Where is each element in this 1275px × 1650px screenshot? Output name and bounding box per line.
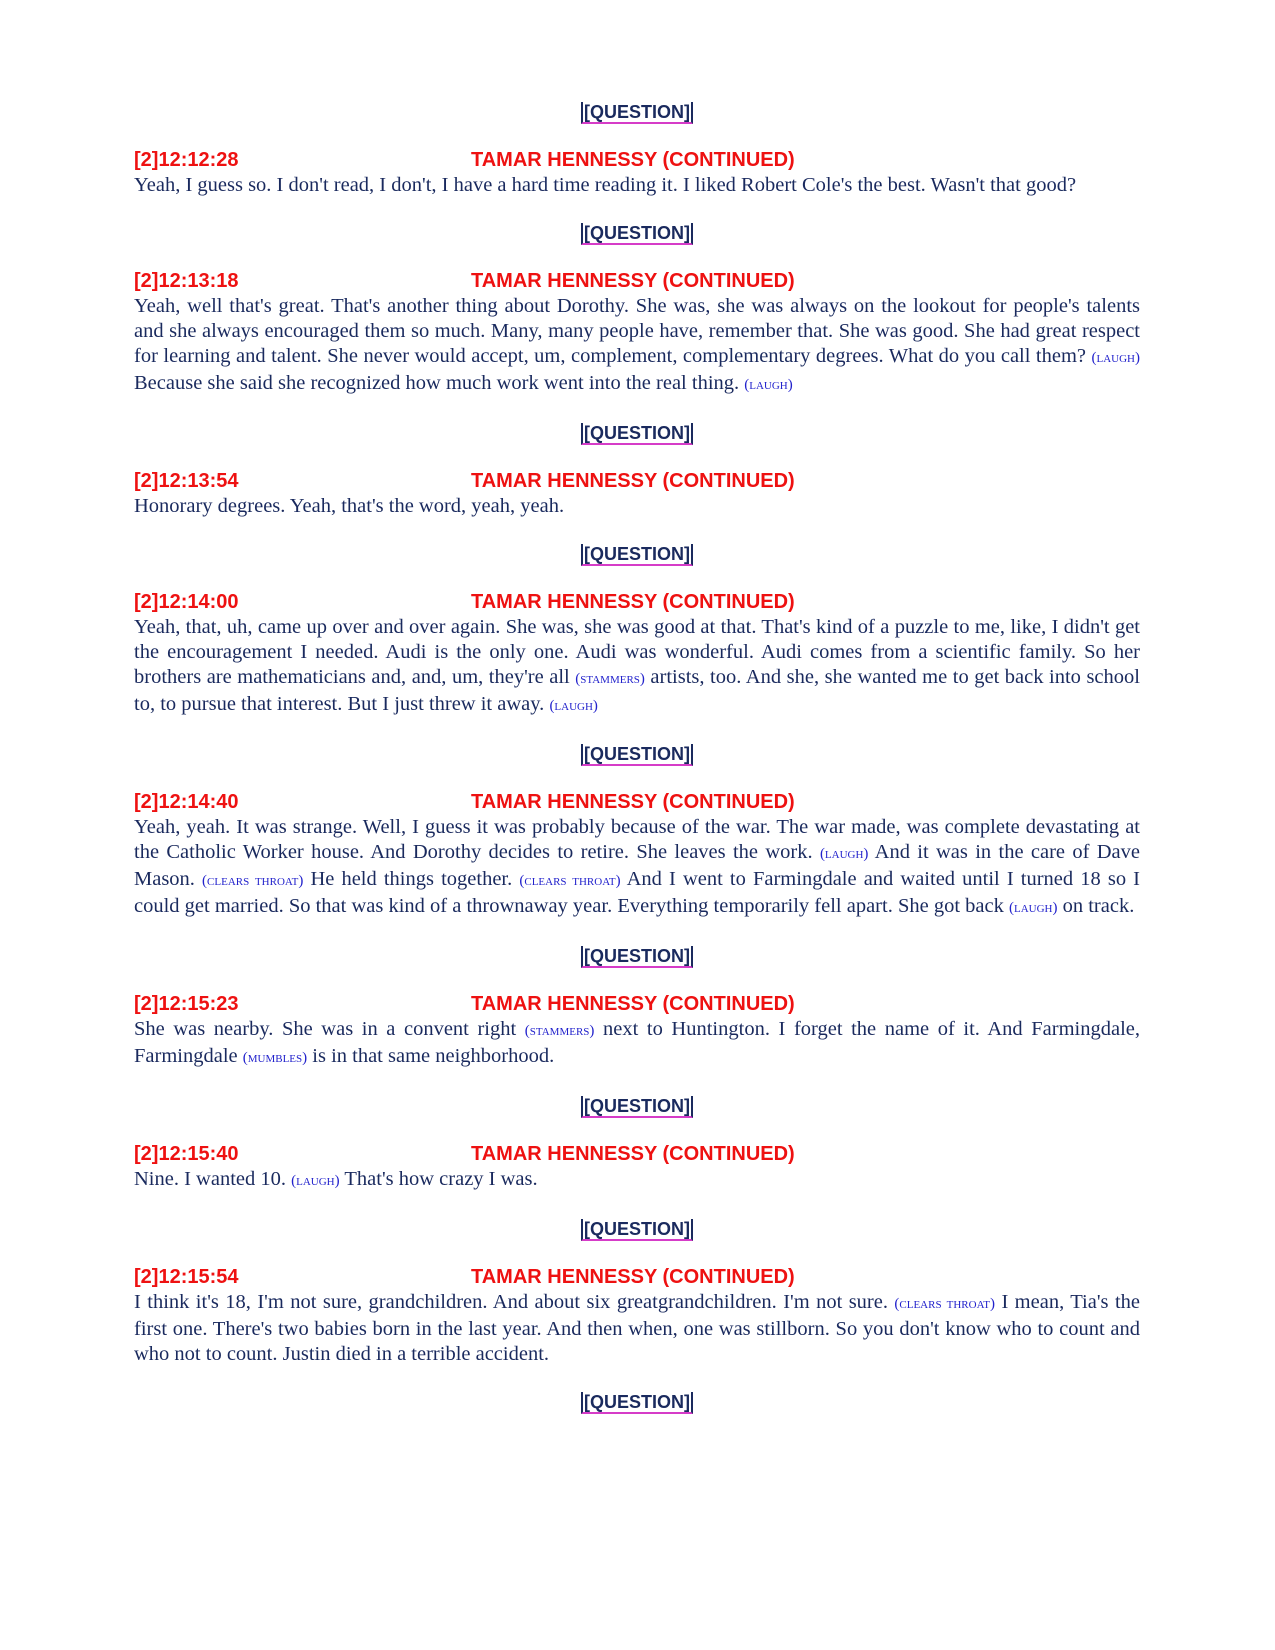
question-label: [QUESTION] bbox=[581, 423, 693, 445]
question-marker bbox=[134, 1217, 1140, 1241]
speaker-name: TAMAR HENNESSY (CONTINUED) bbox=[471, 470, 795, 492]
question-marker bbox=[134, 944, 1140, 968]
timestamp: [2]12:15:54 bbox=[134, 1266, 239, 1288]
stage-direction: (clears throat) bbox=[894, 1296, 996, 1312]
stage-direction: (mumbles) bbox=[242, 1050, 308, 1066]
question-label: [QUESTION] bbox=[581, 744, 693, 766]
stage-direction: (laugh) bbox=[744, 377, 793, 393]
question-marker bbox=[134, 542, 1140, 566]
question-marker bbox=[134, 221, 1140, 245]
speaker-name: TAMAR HENNESSY (CONTINUED) bbox=[471, 993, 795, 1015]
transcript-entry bbox=[134, 468, 1140, 519]
speaker-name: TAMAR HENNESSY (CONTINUED) bbox=[471, 591, 795, 613]
timestamp: [2]12:13:54 bbox=[134, 470, 239, 492]
entry-header bbox=[134, 789, 1140, 815]
transcript-entry bbox=[134, 1141, 1140, 1194]
transcript-entry bbox=[134, 589, 1140, 719]
transcript-text: Yeah, I guess so. I don't read, I don't, I have a hard time reading it. I liked Robert Cole's the best. Wasn't that good? bbox=[134, 174, 1077, 196]
stage-direction: (stammers) bbox=[524, 1023, 595, 1039]
question-marker bbox=[134, 100, 1140, 124]
question-marker bbox=[134, 1390, 1140, 1414]
speaker-name: TAMAR HENNESSY (CONTINUED) bbox=[471, 1266, 795, 1288]
timestamp: [2]12:15:23 bbox=[134, 993, 239, 1015]
stage-direction: (clears throat) bbox=[202, 873, 304, 889]
stage-direction: (laugh) bbox=[549, 698, 598, 714]
stage-direction: (laugh) bbox=[291, 1173, 340, 1189]
timestamp: [2]12:14:00 bbox=[134, 591, 239, 613]
stage-direction: (laugh) bbox=[819, 846, 869, 862]
timestamp: [2]12:13:18 bbox=[134, 270, 239, 292]
transcript-text: Honorary degrees. Yeah, that's the word, yeah, yeah. bbox=[134, 495, 565, 517]
question-marker bbox=[134, 742, 1140, 766]
question-marker bbox=[134, 1094, 1140, 1118]
stage-direction: (laugh) bbox=[1008, 900, 1058, 916]
question-label: [QUESTION] bbox=[581, 1392, 693, 1414]
transcript-entry bbox=[134, 268, 1140, 398]
stage-direction: (laugh) bbox=[1091, 350, 1140, 366]
question-marker bbox=[134, 421, 1140, 445]
entry-header bbox=[134, 468, 1140, 494]
question-label: [QUESTION] bbox=[581, 946, 693, 968]
transcript-text: I think it's 18, I'm not sure, grandchildren. And about six greatgrandchildren. I'm not sure. (clears throat) I mean, Tia's the first one. There's two babies born in the last year. And then when, one was stillborn. So you don't know who to count and who not to count. Justin died in a terrible accident. bbox=[134, 1291, 1140, 1365]
timestamp: [2]12:12:28 bbox=[134, 149, 239, 171]
entry-header bbox=[134, 1264, 1140, 1290]
transcript-entry bbox=[134, 1264, 1140, 1367]
transcript-text: Yeah, well that's great. That's another thing about Dorothy. She was, she was always on the lookout for people's talents and she always encouraged them so much. Many, many people have, remember that. She was good. She had great respect for learning and talent. She never would accept, um, complement, complementary degrees. What do you call them? (laugh) Because she said she recognized how much work went into the real thing. (laugh) bbox=[134, 295, 1140, 394]
transcript-text: Yeah, yeah. It was strange. Well, I guess it was probably because of the war. The war made, was complete devastating at the Catholic Worker house. And Dorothy decides to retire. She leaves the work. (laugh) And it was in the care of Dave Mason. (clears throat) He held things together. (clears throat) And I went to Farmingdale and waited until I turned 18 so I could get married. So that was kind of a thrownaway year. Everything temporarily fell apart. She got back (laugh) on track. bbox=[134, 816, 1141, 917]
timestamp: [2]12:15:40 bbox=[134, 1143, 239, 1165]
entry-header bbox=[134, 147, 1140, 173]
transcript-entry bbox=[134, 991, 1140, 1071]
entry-header bbox=[134, 991, 1140, 1017]
transcript-text: Nine. I wanted 10. (laugh) That's how crazy I was. bbox=[134, 1168, 538, 1190]
timestamp: [2]12:14:40 bbox=[134, 791, 239, 813]
question-label: [QUESTION] bbox=[581, 223, 693, 245]
speaker-name: TAMAR HENNESSY (CONTINUED) bbox=[471, 149, 795, 171]
transcript-text: She was nearby. She was in a convent right (stammers) next to Huntington. I forget the name of it. And Farmingdale, Farmingdale (mumbles) is in that same neighborhood. bbox=[134, 1018, 1140, 1067]
transcript-page bbox=[134, 100, 1140, 1414]
entry-header bbox=[134, 589, 1140, 615]
question-label: [QUESTION] bbox=[581, 1096, 693, 1118]
question-label: [QUESTION] bbox=[581, 1219, 693, 1241]
question-label: [QUESTION] bbox=[581, 102, 693, 124]
speaker-name: TAMAR HENNESSY (CONTINUED) bbox=[471, 270, 795, 292]
transcript-entry bbox=[134, 147, 1140, 198]
question-label: [QUESTION] bbox=[581, 544, 693, 566]
speaker-name: TAMAR HENNESSY (CONTINUED) bbox=[471, 791, 795, 813]
stage-direction: (clears throat) bbox=[519, 873, 621, 889]
entry-header bbox=[134, 1141, 1140, 1167]
transcript-text: Yeah, that, uh, came up over and over again. She was, she was good at that. That's kind of a puzzle to me, like, I didn't get the encouragement I needed. Audi is the only one. Audi was wonderful. Audi comes from a scientific family. So her brothers are mathematicians and, and, um, they're all (stammers) artists, too. And she, she wanted me to get back into school to, to pursue that interest. But I just threw it away. (laugh) bbox=[134, 616, 1140, 715]
stage-direction: (stammers) bbox=[575, 671, 645, 687]
entry-header bbox=[134, 268, 1140, 294]
transcript-entry bbox=[134, 789, 1140, 921]
speaker-name: TAMAR HENNESSY (CONTINUED) bbox=[471, 1143, 795, 1165]
